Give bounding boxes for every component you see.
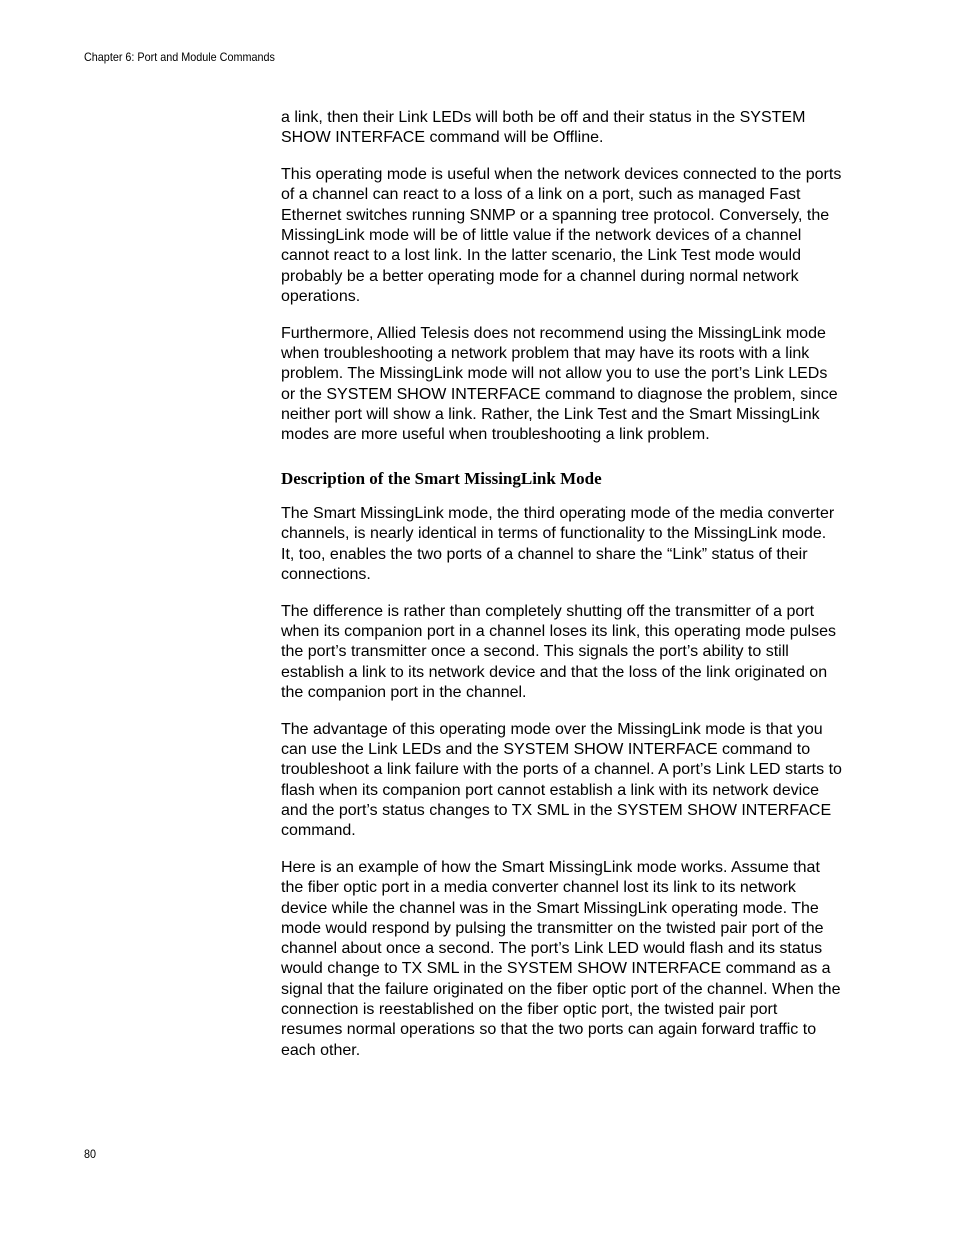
page-body (281, 108, 843, 1077)
paragraph-difference: The difference is rather than completely shutting off the transmitter of a port when its companion port in a channel loses its link, this operating mode pulses the port’s transmitter once a second. This signals the port’s ability to still establish a link to its network device and that the loss of the link originated on the companion port in the channel. (281, 602, 836, 701)
paragraph-usefulness: This operating mode is useful when the network devices connected to the ports of a channel can react to a loss of a link on a port, such as managed Fast Ethernet switches running SNMP or a spanning tree protocol. Conversely, the MissingLink mode will be of little value if the network devices of a channel cannot react to a lost link. In the latter scenario, the Link Test mode would probably be a better operating mode for a channel during normal network operations. (281, 166, 842, 305)
section-heading: Description of the Smart MissingLink Mode (281, 469, 602, 489)
running-header: Chapter 6: Port and Module Commands (84, 50, 275, 64)
paragraph-link-status: a link, then their Link LEDs will both be off and their status in the SYSTEM SHOW INTERFACE command will be Offline. (281, 109, 806, 147)
paragraph-example: Here is an example of how the Smart MissingLink mode works. Assume that the fiber optic port in a media converter channel lost its link to its network device while the channel was in the Smart MissingLink operating mode. The mode would respond by pulsing the transmitter on the twisted pair port of the channel about once a second. The port’s Link LED would flash and its status would change to TX SML in the SYSTEM SHOW INTERFACE command as a signal that the failure originated on the fiber optic port of the channel. When the connection is reestablished on the fiber optic port, the twisted pair port resumes normal operations so that the two ports can again forward traffic to each other. (281, 858, 841, 1059)
page-number: 80 (84, 1147, 97, 1161)
paragraph-troubleshooting: Furthermore, Allied Telesis does not recommend using the MissingLink mode when troubleshooting a network problem that may have its roots with a link problem. The MissingLink mode will not allow you to use the port’s Link LEDs or the SYSTEM SHOW INTERFACE command to diagnose the problem, since neither port will show a link. Rather, the Link Test and the Smart MissingLink modes are more useful when troubleshooting a link problem. (281, 324, 838, 444)
paragraph-smart-intro: The Smart MissingLink mode, the third operating mode of the media converter channels, is nearly identical in terms of functionality to the MissingLink mode. It, too, enables the two ports of a channel to share the “Link” status of their connections. (281, 504, 835, 583)
paragraph-advantage: The advantage of this operating mode over the MissingLink mode is that you can use the Link LEDs and the SYSTEM SHOW INTERFACE command to troubleshoot a link failure with the ports of a channel. A port’s Link LED starts to flash when its companion port cannot establish a link with its network device and the port’s status changes to TX SML in the SYSTEM SHOW INTERFACE command. (281, 720, 842, 840)
